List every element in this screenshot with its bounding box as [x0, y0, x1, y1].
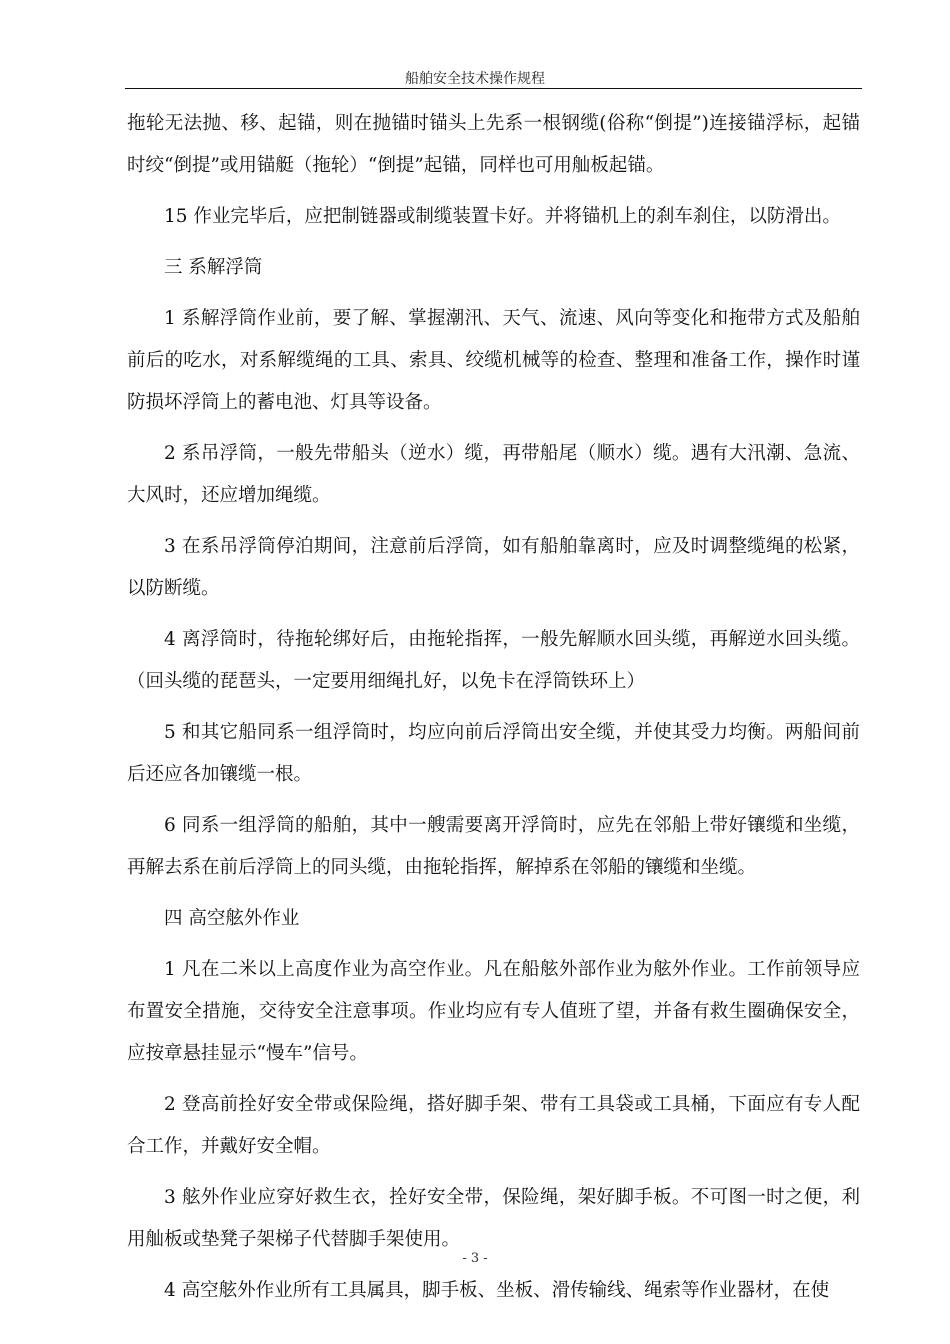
section-heading-mooring-buoy: 三 系解浮筒: [164, 257, 263, 278]
paragraph-altitude-item-1: 1 凡在二米以上高度作业为高空作业。凡在船舷外部作业为舷外作业。工作前领导应布置安全措施，交待安全注意事项。作业均应有专人值班了望，并备有救生圈确保安全，应按章悬挂显示“慢车”信号。: [127, 959, 860, 1064]
paragraph-item-15: 15 作业完毕后，应把制链器或制缆装置卡好。并将锚机上的刹车刹住，以防滑出。: [164, 206, 841, 227]
paragraph-continuation: 拖轮无法抛、移、起锚，则在抛锚时锚头上先系一根钢缆(俗称“倒提”)连接锚浮标，起锚时绞“倒提”或用锚艇（拖轮）“倒提”起锚，同样也可用舢板起锚。: [127, 113, 860, 176]
paragraph-buoy-item-6: 6 同系一组浮筒的船舶，其中一艘需要离开浮筒时，应先在邻船上带好镶缆和坐缆，再解去系在前后浮筒上的同头缆，由拖轮指挥，解掉系在邻船的镶缆和坐缆。: [127, 815, 860, 878]
paragraph-altitude-item-4: 4 高空舷外作业所有工具属具，脚手板、坐板、滑传输线、绳索等作业器材，在使: [164, 1280, 830, 1301]
paragraph-buoy-item-2: 2 系吊浮筒，一般先带船头（逆水）缆，再带船尾（顺水）缆。遇有大汛潮、急流、大风时，还应增加绳缆。: [127, 443, 860, 506]
document-body: [127, 103, 860, 1321]
paragraph-buoy-item-1: 1 系解浮筒作业前，要了解、掌握潮汛、天气、流速、风向等变化和拖带方式及船舶前后的吃水，对系解缆绳的工具、索具、绞缆机械等的检查、整理和准备工作，操作时谨防损坏浮筒上的蓄电池、灯具等设备。: [127, 308, 860, 413]
paragraph-altitude-item-2: 2 登高前拴好安全带或保险绳，搭好脚手架、带有工具袋或工具桶，下面应有专人配合工作，并戴好安全帽。: [127, 1094, 860, 1157]
paragraph-buoy-item-5: 5 和其它船同系一组浮筒时，均应向前后浮筒出安全缆，并使其受力均衡。两船间前后还应各加镶缆一根。: [127, 722, 860, 785]
paragraph-buoy-item-4: 4 离浮筒时，待拖轮绑好后，由拖轮指挥，一般先解顺水回头缆，再解逆水回头缆。（回头缆的琵琶头，一定要用细绳扎好，以免卡在浮筒铁环上）: [127, 629, 860, 692]
section-heading-high-altitude: 四 高空舷外作业: [164, 908, 300, 929]
page-number: - 3 -: [462, 1251, 488, 1266]
running-header-title: 船舶安全技术操作规程: [405, 71, 545, 87]
paragraph-altitude-item-3: 3 舷外作业应穿好救生衣，拴好安全带，保险绳，架好脚手板。不可图一时之便，利用舢板或垫凳子架梯子代替脚手架使用。: [127, 1187, 860, 1250]
header-rule: [125, 88, 862, 89]
paragraph-buoy-item-3: 3 在系吊浮筒停泊期间，注意前后浮筒，如有船舶靠离时，应及时调整缆绳的松紧，以防断缆。: [127, 536, 860, 599]
